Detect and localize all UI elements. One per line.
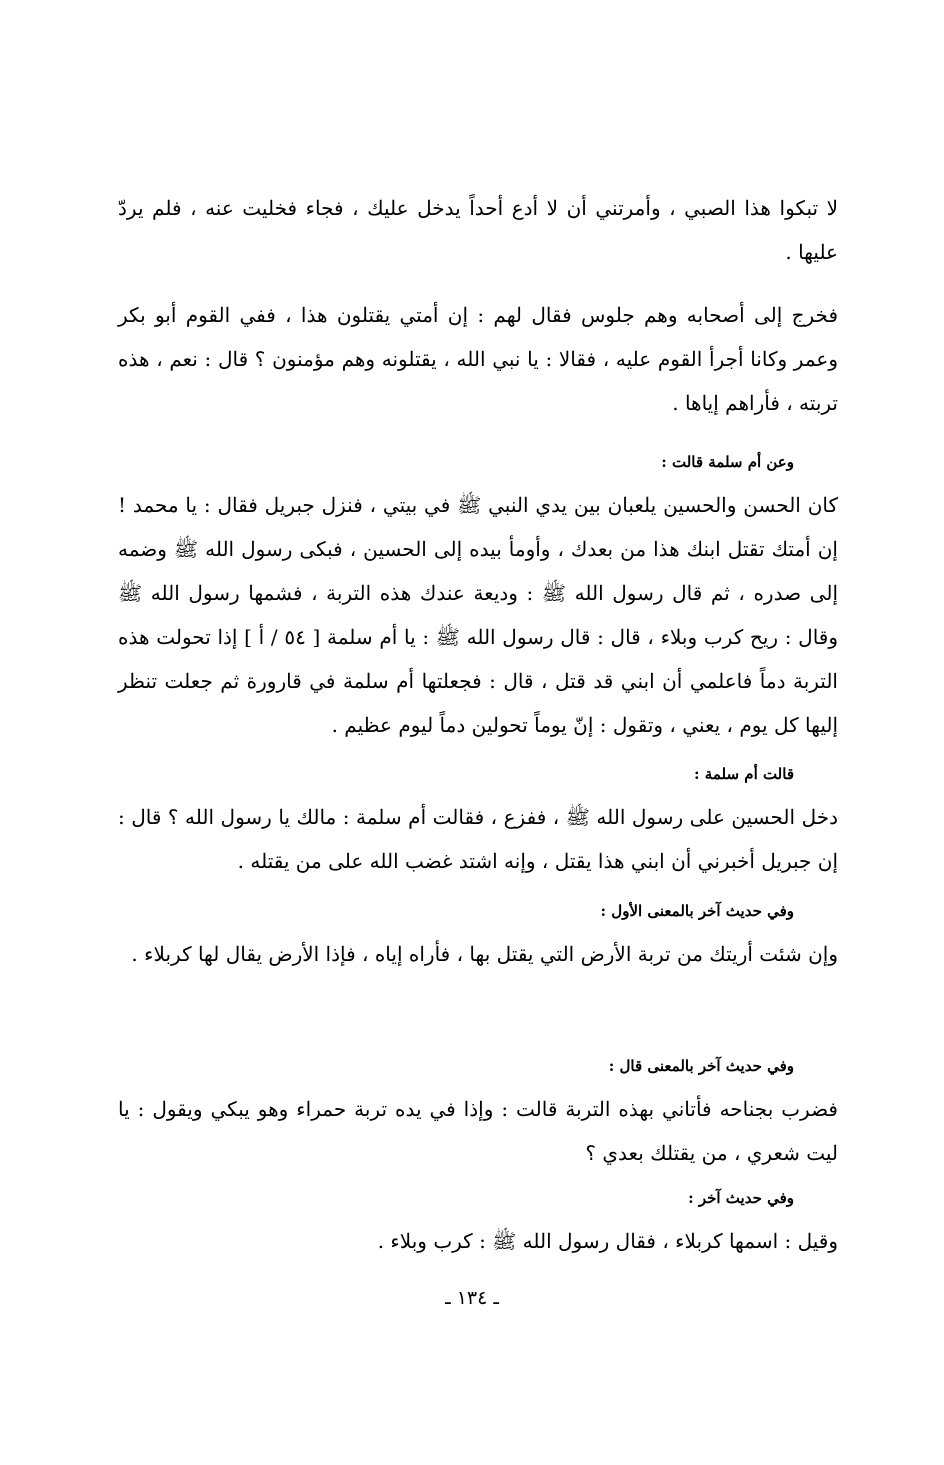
- page-number: ـ ١٣٤ ـ: [445, 1287, 499, 1309]
- section-heading: وفي حديث آخر :: [688, 1189, 794, 1207]
- paragraph-3: كان الحسن والحسين يلعبان بين يدي النبي ﷺ في بيتي ، فنزل جبريل فقال : يا محمد ! إن أمتك تقتل ابنك هذا من بعدك ، وأومأ بيده إلى الحسين ، فبكى رسول الله ﷺ وضمه إلى صدره ، ثم قال رسول الله ﷺ : وديعة عندك هذه التربة ، فشمها رسول الله ﷺ وقال : ريح كرب وبلاء ، قال : قال رسول الله ﷺ : يا أم سلمة [ ٥٤ / أ ] إذا تحولت هذه التربة دماً فاعلمي أن ابني قد قتل ، قال : فجعلتها أم سلمة في قارورة ثم جعلت تنظر إليها كل يوم ، يعني ، وتقول : إنّ يوماً تحولين دماً ليوم عظيم .: [118, 493, 839, 737]
- body-text: [118, 186, 838, 274]
- paragraph-1: لا تبكوا هذا الصبي ، وأمرتني أن لا أدع أحداً يدخل عليك ، فجاء فخليت عنه ، فلم يردّ عليها .: [118, 196, 838, 264]
- paragraph-7: وقيل : اسمها كربلاء ، فقال رسول الله ﷺ : كرب وبلاء .: [377, 1229, 838, 1253]
- section-5: [118, 1186, 838, 1210]
- section-heading: وفي حديث آخر بالمعنى الأول :: [600, 902, 794, 920]
- section-3-body: [118, 932, 838, 976]
- section-4: [118, 1054, 838, 1078]
- body-text-2: [118, 293, 838, 425]
- section-1-body: [118, 483, 838, 747]
- section-5-body: [118, 1219, 838, 1263]
- section-2-body: [118, 795, 838, 883]
- section-3: [118, 899, 838, 923]
- paragraph-5: وإن شئت أريتك من تربة الأرض التي يقتل بها ، فأراه إياه ، فإذا الأرض يقال لها كربلاء .: [131, 942, 838, 966]
- paragraph-4: دخل الحسين على رسول الله ﷺ ، ففزع ، فقالت أم سلمة : مالك يا رسول الله ؟ قال : إن جبريل أخبرني أن ابني هذا يقتل ، وإنه اشتد غضب الله على من يقتله .: [118, 805, 838, 873]
- section-heading: وفي حديث آخر بالمعنى قال :: [608, 1057, 794, 1075]
- paragraph-6: فضرب بجناحه فأتاني بهذه التربة قالت : وإذا في يده تربة حمراء وهو يبكي ويقول : يا ليت شعري ، من يقتلك بعدي ؟: [118, 1097, 838, 1165]
- paragraph-2: فخرج إلى أصحابه وهم جلوس فقال لهم : إن أمتي يقتلون هذا ، ففي القوم أبو بكر وعمر وكانا أجرأ القوم عليه ، فقالا : يا نبي الله ، يقتلونه وهم مؤمنون ؟ قال : نعم ، هذه تربته ، فأراهم إياها .: [118, 303, 838, 415]
- section-heading: وعن أم سلمة قالت :: [661, 453, 794, 471]
- section-4-body: [118, 1087, 838, 1175]
- section-1: [118, 450, 838, 474]
- section-2: [118, 762, 838, 786]
- section-heading: قالت أم سلمة :: [694, 765, 794, 783]
